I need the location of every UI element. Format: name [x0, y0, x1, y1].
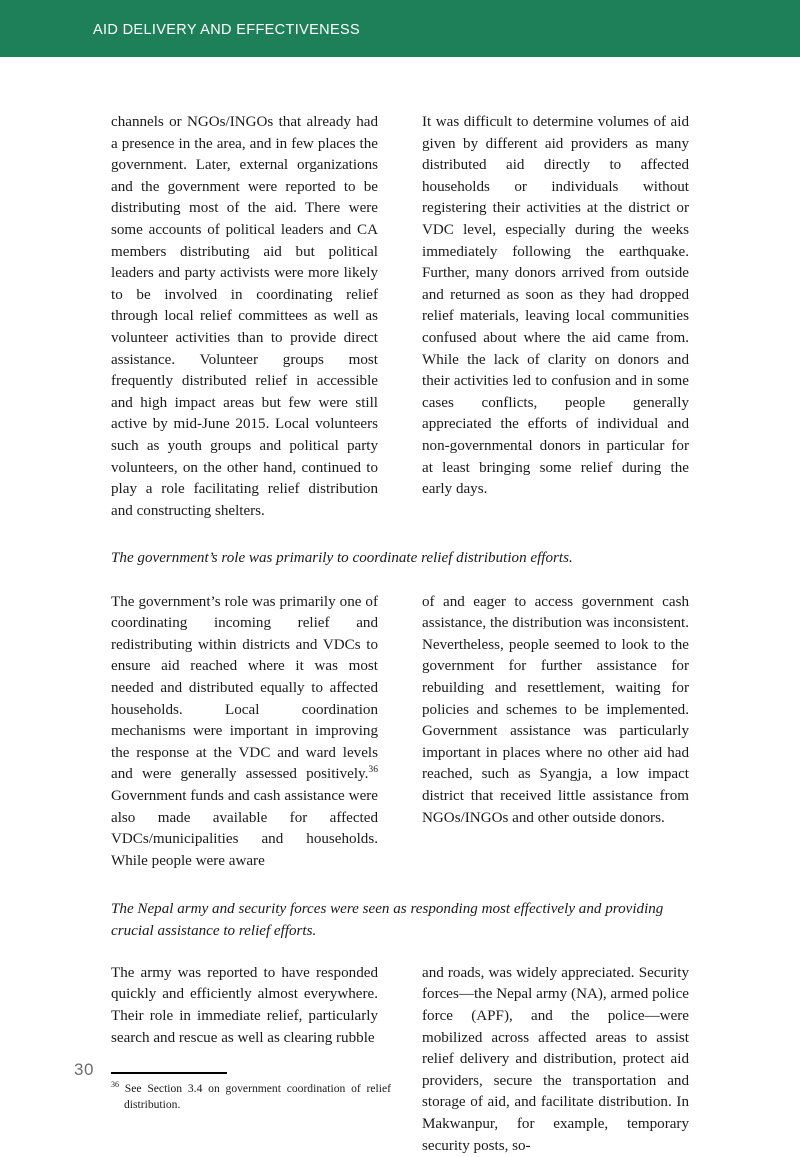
- footnote-area: [111, 1072, 391, 1113]
- page-header-title: AID DELIVERY AND EFFECTIVENESS: [93, 22, 361, 38]
- paragraph-aid-volumes-right: It was difficult to determine volumes of aid given by different aid providers as many distributed aid directly to affected households or individuals without registering their activities at the district or VDC level, especially during the weeks immediately following the earthquake. Further, many donors arrived from outside and returned as soon as they had dropped relief materials, leaving local communities confused about where the aid came from. While the lack of clarity on donors and their activities led to confusion and in some cases conflicts, people generally appreciated the efforts of individual and non-governmental donors in particular for at least bringing some relief during the early days.: [422, 114, 689, 498]
- paragraph-army-left: The army was reported to have responded quickly and efficiently almost everywhere. Their role in immediate relief, particularly search and rescue as well as clearing rubble: [111, 964, 378, 1046]
- subheading-government-role: The government’s role was primarily to coordinate relief distribution efforts.: [111, 550, 573, 567]
- footnote-marker-36: 36: [111, 1080, 119, 1089]
- page-content: [111, 112, 689, 1157]
- column-left: [111, 592, 378, 873]
- section-army-security-forces: [111, 963, 689, 1157]
- footnote-reference-36[interactable]: 36: [368, 764, 378, 776]
- section-government-role: [111, 592, 689, 873]
- page-number: 30: [74, 1060, 94, 1079]
- paragraph-government-role-right: of and eager to access government cash assistance, the distribution was inconsistent. Nevertheless, people seemed to look to the government for further assistance for rebuilding and resettlement, waiting for policies and schemes to be implemented. Government assistance was particularly important in places where no other aid had reached, such as Syangja, a low impact district that received little assistance from NGOs/INGOs and other outside donors.: [422, 593, 689, 826]
- footnote-separator-rule: [111, 1072, 227, 1074]
- footnote-text: See Section 3.4 on government coordination of relief distribution.: [124, 1081, 391, 1112]
- column-right: [422, 592, 689, 873]
- column-left: [111, 112, 378, 522]
- paragraph-text-part2: Government funds and cash assistance were also made available for affected VDCs/municipalities and households. While people were aware: [111, 787, 378, 869]
- column-right: [422, 963, 689, 1157]
- column-left: [111, 963, 391, 1157]
- section-aid-volumes: [111, 112, 689, 522]
- paragraph-army-right: and roads, was widely appreciated. Security forces—the Nepal army (NA), armed police force (APF), and the police—were mobilized across affected areas to assist relief delivery and distribution, protect aid providers, secure the transportation and storage of aid, and facilitate distribution. In Makwanpur, for example, temporary security posts, so-: [422, 964, 689, 1154]
- column-right: [422, 112, 689, 522]
- paragraph-government-role-left: [111, 592, 378, 873]
- paragraph-aid-volumes-left: channels or NGOs/INGOs that already had a presence in the area, and in few places the government. Later, external organizations and the government were reported to be distributing most of the aid. There were some accounts of political leaders and CA members distributing aid but political leaders and party activists were more likely to be involved in coordinating relief through local relief committees as well as volunteer activities than to provide direct assistance. Volunteer groups most frequently distributed relief in accessible and high impact areas but few were still active by mid-June 2015. Local volunteers such as youth groups and political party volunteers, on the other hand, continued to play a role facilitating relief distribution and constructing shelters.: [111, 114, 378, 519]
- footnote-entry: [111, 1081, 391, 1114]
- paragraph-text-part1: The government’s role was primarily one of coordinating incoming relief and redistributing within districts and VDCs to ensure aid reached where it was most needed and distributed equally to affected households. Local coordination mechanisms were important in improving the response at the VDC and ward levels and were generally assessed positively.: [111, 593, 378, 783]
- page-running-header: [0, 0, 800, 57]
- subheading-army-security-forces: The Nepal army and security forces were seen as responding most effectively and providing crucial assistance to relief efforts.: [111, 901, 664, 939]
